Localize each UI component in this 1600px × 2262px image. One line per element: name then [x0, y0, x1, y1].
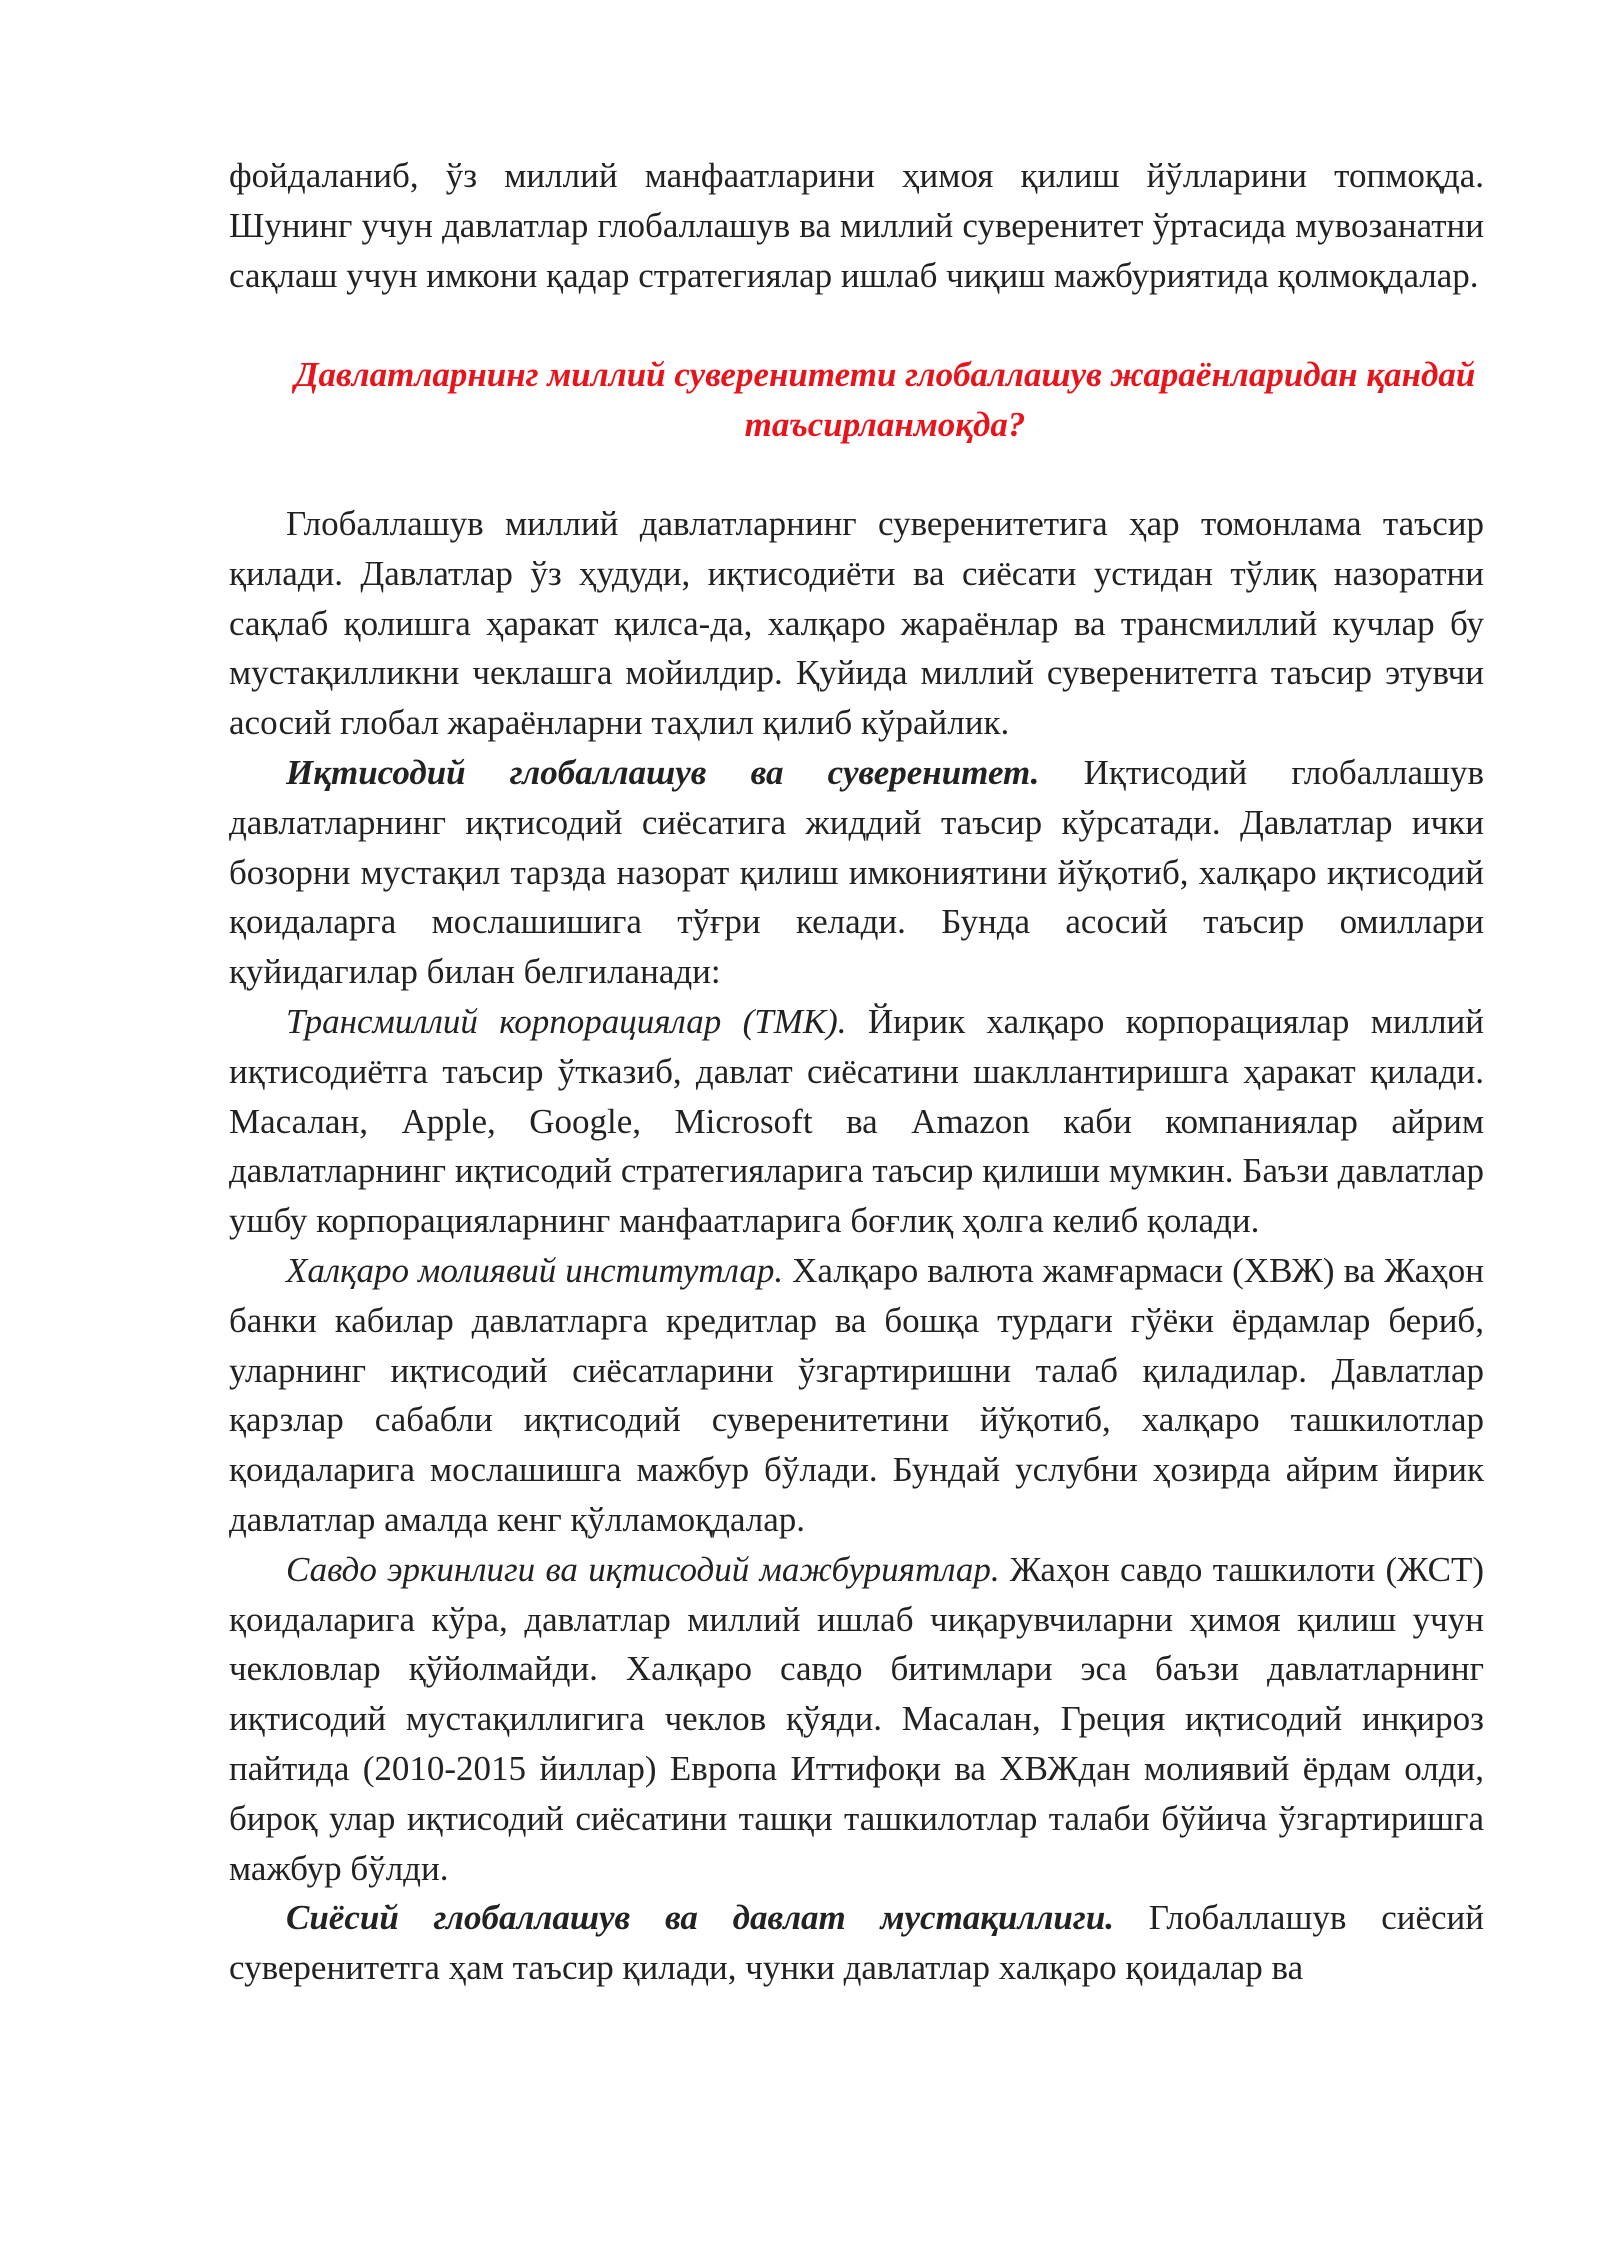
paragraph-text: Жаҳон савдо ташкилоти (ЖСТ) қоидаларига кўра, давлатлар миллий ишлаб чиқарувчиларни ҳимоя қилиш учун чекловлар қўйолмайди. Халқаро савдо битимлари эса баъзи давлатларнинг иқтисодий мустақиллигига чеклов қўяди. Масалан, Греция иқтисодий инқироз пайтида (2010-2015 йиллар) Европа Иттифоқи ва ХВЖдан молиявий ёрдам олди, бироқ улар иқтисодий сиёсатини ташқи ташкилотлар талаби бўйича ўзгартиришга мажбур бўлди. — [229, 1549, 1484, 1888]
document-page — [229, 151, 1484, 1993]
body-paragraph-political-globalization — [229, 1893, 1484, 1993]
body-paragraph-tnc — [229, 997, 1484, 1246]
paragraph-text: Глобаллашув сиёсий суверенитетга ҳам таъсир қилади, чунки давлатлар халқаро қоидалар ва — [229, 1898, 1484, 1988]
paragraph-text: Иқтисодий глобаллашув давлатларнинг иқтисодий сиёсатига жиддий таъсир кўрсатади. Давлатлар ички бозорни мустақил тарзда назорат қилиш имкониятини йўқотиб, халқаро иқтисодий қоидаларга мослашишига тўғри келади. Бунда асосий таъсир омиллари қуйидагилар билан белгиланади: — [229, 752, 1484, 992]
paragraph-lead-term: Трансмиллий корпорациялар (ТМК). — [286, 1001, 847, 1041]
body-paragraph-economic-globalization — [229, 748, 1484, 997]
intro-paragraph: фойдаланиб, ўз миллий манфаатларини ҳимоя қилиш йўлларини топмоқда. Шунинг учун давлатлар глобаллашув ва миллий суверенитет ўртасида мувозанатни сақлаш учун имкони қадар стратегиялар ишлаб чиқиш мажбуриятида қолмоқдалар. — [229, 156, 1484, 295]
paragraph-text: Глобаллашув миллий давлатларнинг суверенитетига ҳар томонлама таъсир қилади. Давлатлар ўз ҳудуди, иқтисодиёти ва сиёсати устидан тўлиқ назоратни сақлаб қолишга ҳаракат қилса-да, халқаро жараёнлар ва трансмиллий кучлар бу мустақилликни чеклашга мойилдир. Қуйида миллий суверенитетга таъсир этувчи асосий глобал жараёнларни таҳлил қилиб кўрайлик. — [229, 503, 1484, 743]
body-paragraph-trade-freedom — [229, 1545, 1484, 1894]
section-heading: Давлатларнинг миллий суверенитети глобаллашув жараёнларидан қандай таъсирланмоқда? — [294, 355, 1476, 445]
paragraph-lead-term: Савдо эркинлиги ва иқтисодий мажбуриятлар. — [286, 1549, 1000, 1589]
body-paragraph-globalization — [229, 499, 1484, 748]
paragraph-text: Йирик халқаро корпорациялар миллий иқтисодиётга таъсир ўтказиб, давлат сиёсатини шакллантиришга ҳаракат қилади. Масалан, Apple, Google, Microsoft ва Amazon каби компаниялар айрим давлатларнинг иқтисодий стратегияларига таъсир қилиши мумкин. Баъзи давлатлар ушбу корпорацияларнинг манфаатларига боғлиқ ҳолга келиб қолади. — [229, 1001, 1484, 1241]
paragraph-text: Халқаро валюта жамғармаси (ХВЖ) ва Жаҳон банки кабилар давлатларга кредитлар ва бошқа турдаги гўёки ёрдамлар бериб, уларнинг иқтисодий сиёсатларини ўзгартиришни талаб қиладилар. Давлатлар қарзлар сабабли иқтисодий суверенитетини йўқотиб, халқаро ташкилотлар қоидаларига мослашишга мажбур бўлади. Бундай услубни ҳозирда айрим йирик давлатлар амалда кенг қўлламоқдалар. — [229, 1250, 1484, 1539]
paragraph-lead-term: Сиёсий глобаллашув ва давлат мустақиллиги. — [286, 1898, 1115, 1938]
paragraph-lead-term: Иқтисодий глобаллашув ва суверенитет. — [286, 752, 1040, 792]
paragraph-lead-term: Халқаро молиявий институтлар. — [286, 1250, 784, 1290]
body-paragraph-financial-institutions — [229, 1246, 1484, 1545]
